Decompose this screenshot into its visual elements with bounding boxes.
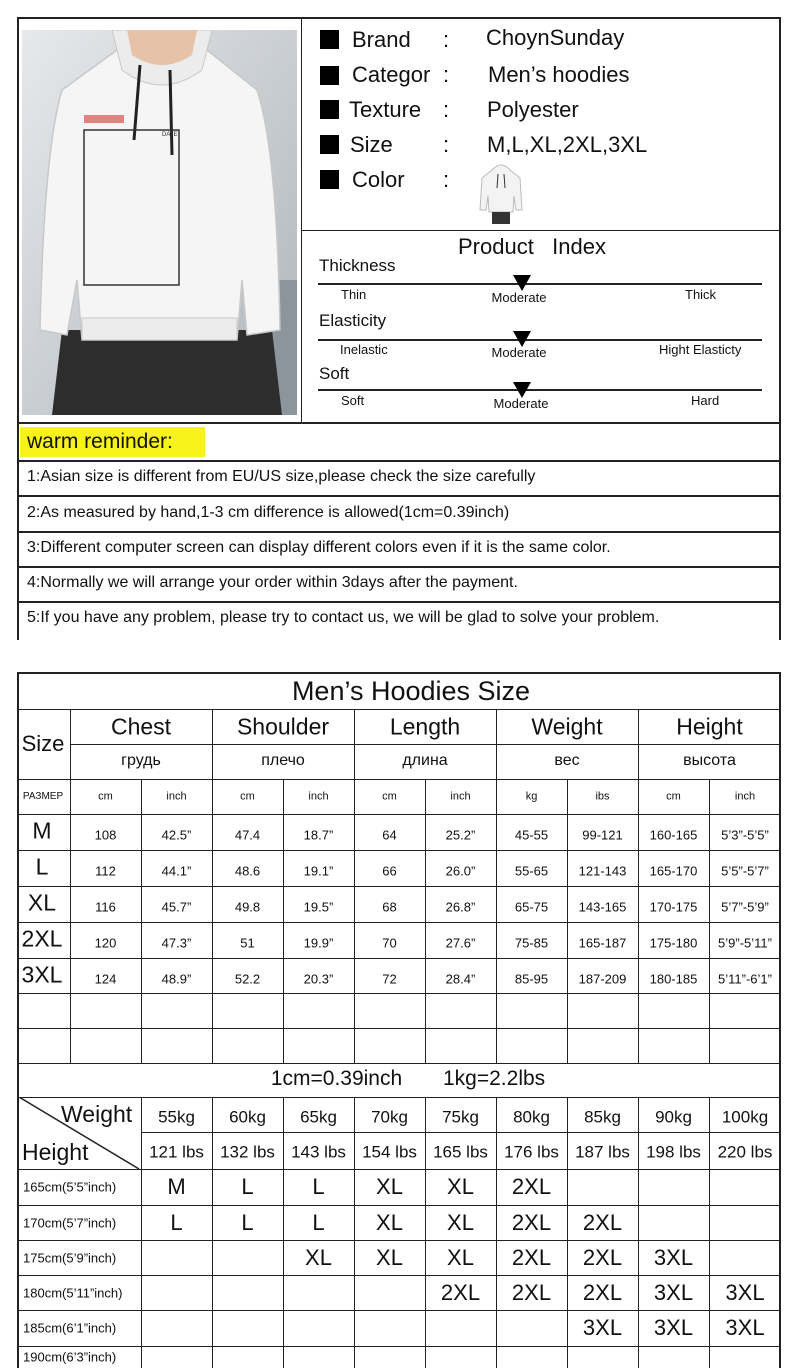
size-table-cell: 170-175 xyxy=(649,899,698,915)
unit-header: kg xyxy=(525,790,538,803)
recommended-size: L xyxy=(241,1209,254,1235)
size-table-cell: 124 xyxy=(94,971,117,987)
size-table-cell: 72 xyxy=(382,971,397,987)
reminder-line xyxy=(17,531,781,533)
unit-header: inch xyxy=(308,790,329,803)
spec-colon: : xyxy=(443,27,450,52)
size-table-cell: 19.9” xyxy=(303,935,334,951)
size-table-cell: 48.9” xyxy=(161,971,192,987)
size-table-cell: 187-209 xyxy=(578,971,627,987)
spec-key: Size xyxy=(350,132,393,157)
table-line xyxy=(70,744,781,745)
index-row-label: Elasticity xyxy=(319,311,387,330)
photo-print-text: DATE xyxy=(162,132,178,138)
weight-lbs-header: 132 lbs xyxy=(220,1142,275,1162)
height-axis-label: Height xyxy=(22,1139,89,1165)
recommended-size: XL xyxy=(447,1209,474,1235)
recommended-size: 2XL xyxy=(511,1244,552,1270)
recommended-size: 2XL xyxy=(582,1279,623,1305)
table-line xyxy=(17,779,781,780)
table-line xyxy=(17,886,781,887)
recommended-size: 3XL xyxy=(725,1315,765,1340)
recommended-size: 3XL xyxy=(725,1279,765,1305)
index-divider xyxy=(301,230,781,231)
weight-lbs-header: 198 lbs xyxy=(646,1142,701,1162)
group-header-ru: грудь xyxy=(121,752,161,769)
group-header: Chest xyxy=(110,713,172,740)
size-table-cell: 26.0” xyxy=(445,863,476,879)
slider-right-label: Hight Elasticty xyxy=(659,342,742,357)
bullet-square xyxy=(320,30,339,49)
size-table-cell: 112 xyxy=(95,863,116,879)
weight-lbs-header: 143 lbs xyxy=(291,1142,346,1162)
unit-header: ibs xyxy=(595,790,610,803)
table-line xyxy=(17,1028,781,1029)
size-table-cell: 120 xyxy=(94,935,117,951)
height-row-label: 175cm(5’9”inch) xyxy=(23,1250,117,1265)
table-line xyxy=(496,709,497,1063)
weight-kg-header: 75kg xyxy=(442,1107,479,1127)
size-table-cell: 28.4” xyxy=(445,971,476,987)
slider-track xyxy=(318,389,762,391)
size-table-cell: 5’9”-5’11” xyxy=(718,935,772,951)
size-table-title: Men’s Hoodies Size xyxy=(291,676,531,706)
weight-lbs-header: 176 lbs xyxy=(504,1142,559,1162)
size-table-cell: 68 xyxy=(382,899,397,915)
height-row-label: 165cm(5’5”inch) xyxy=(23,1179,117,1195)
size-table-cell: 26.8” xyxy=(445,899,476,915)
size-table-cell: 143-165 xyxy=(578,899,627,915)
recommended-size: 3XL xyxy=(653,1244,694,1270)
unit-header: cm xyxy=(666,790,681,803)
table-line xyxy=(638,709,639,1063)
weight-lbs-header: 220 lbs xyxy=(717,1142,773,1162)
size-column-header: Size xyxy=(21,731,65,756)
size-table-cell: 85-95 xyxy=(514,971,549,987)
reminder-item: 5:If you have any problem, please try to contact us, we will be glad to solve your problem. xyxy=(27,609,660,626)
weight-axis-label: Weight xyxy=(61,1101,133,1127)
spec-colon: : xyxy=(443,62,450,87)
size-table-cell: 45-55 xyxy=(514,827,549,843)
size-table-cell: 27.6” xyxy=(445,935,476,951)
spec-value: M,L,XL,2XL,3XL xyxy=(487,132,648,157)
table-line xyxy=(17,922,781,923)
size-table-cell: 19.1” xyxy=(303,863,334,879)
bullet-square xyxy=(320,170,339,189)
size-row-label: 2XL xyxy=(21,925,63,952)
group-header: Length xyxy=(389,713,461,740)
spec-key: Brand xyxy=(352,27,411,52)
slider-right-label: Hard xyxy=(691,393,720,408)
size-table-cell: 165-187 xyxy=(578,935,627,951)
table-line xyxy=(283,779,284,1063)
table-line xyxy=(567,1097,568,1368)
recommended-size: 2XL xyxy=(511,1279,552,1305)
recommended-size: XL xyxy=(447,1174,474,1199)
hoodie-model-image xyxy=(22,30,297,415)
slider-left-label: Inelastic xyxy=(340,342,388,357)
table-line xyxy=(17,850,781,851)
size-table-cell: 165-170 xyxy=(649,863,698,879)
recommended-size: XL xyxy=(447,1244,474,1270)
color-swatch-image xyxy=(478,160,524,224)
card-divider xyxy=(301,17,302,424)
recommended-size: L xyxy=(170,1209,183,1235)
reminder-line xyxy=(17,601,781,603)
weight-kg-header: 60kg xyxy=(229,1107,266,1127)
table-line xyxy=(17,993,781,994)
index-title: Product Index xyxy=(458,234,606,259)
weight-lbs-header: 165 lbs xyxy=(433,1142,488,1162)
height-row-label: 190cm(6’3”inch) xyxy=(23,1349,117,1365)
weight-kg-header: 90kg xyxy=(655,1107,692,1127)
index-row-label: Soft xyxy=(319,364,350,383)
weight-kg-header: 55kg xyxy=(158,1107,195,1127)
size-table-cell: 99-121 xyxy=(582,827,623,843)
spec-colon: : xyxy=(443,97,450,122)
size-table-cell: 180-185 xyxy=(649,971,698,987)
height-row-label: 170cm(5’7”inch) xyxy=(23,1215,117,1230)
slider-track xyxy=(318,283,762,285)
reminder-item: 1:Asian size is different from EU/US size,please check the size carefully xyxy=(27,468,536,485)
index-row-label: Thickness xyxy=(319,256,396,275)
table-line xyxy=(283,1097,284,1368)
table-line xyxy=(496,1097,497,1368)
slider-track xyxy=(318,339,762,341)
table-line xyxy=(567,779,568,1063)
reminder-line xyxy=(17,495,781,497)
slider-marker xyxy=(513,275,531,291)
size-row-label: L xyxy=(35,853,49,880)
table-line xyxy=(425,1097,426,1368)
recommended-size: 3XL xyxy=(653,1315,694,1340)
slider-mid-label: Moderate xyxy=(491,345,547,360)
table-line xyxy=(17,1240,781,1241)
size-table-cell: 75-85 xyxy=(514,935,549,951)
height-row-label: 180cm(5’11”inch) xyxy=(23,1285,123,1300)
size-table-cell: 55-65 xyxy=(514,863,549,879)
unit-header: inch xyxy=(450,790,471,803)
size-table-cell: 5’5”-5’7” xyxy=(721,863,769,879)
size-table-cell: 160-165 xyxy=(649,827,698,843)
group-header: Shoulder xyxy=(236,713,330,740)
size-table-cell: 5’7”-5’9” xyxy=(721,899,769,915)
weight-kg-header: 80kg xyxy=(513,1107,550,1127)
size-table-cell: 5’11”-6’1” xyxy=(718,971,772,987)
table-line xyxy=(17,709,781,710)
size-table-cell: 5’3”-5’5” xyxy=(721,827,769,843)
unit-header: cm xyxy=(240,790,255,803)
spec-key: Texture xyxy=(349,97,422,122)
reminder-line xyxy=(17,460,781,462)
group-header: Height xyxy=(676,713,743,740)
slider-mid-label: Moderate xyxy=(491,290,547,305)
table-line xyxy=(17,1169,781,1170)
slider-left-label: Thin xyxy=(341,287,367,302)
recommended-size: L xyxy=(241,1174,254,1199)
slider-mid-label: Moderate xyxy=(493,396,549,411)
spec-key: Color xyxy=(352,167,405,192)
recommended-size: 2XL xyxy=(582,1209,623,1235)
unit-header: cm xyxy=(98,790,113,803)
weight-lbs-header: 187 lbs xyxy=(575,1142,630,1162)
recommended-size: M xyxy=(167,1174,186,1199)
unit-header: inch xyxy=(734,790,756,803)
reminder-line xyxy=(17,566,781,568)
table-line xyxy=(70,709,71,1063)
size-table-cell: 175-180 xyxy=(649,935,698,951)
spec-colon: : xyxy=(443,167,450,192)
weight-kg-header: 85kg xyxy=(584,1107,621,1127)
table-line xyxy=(212,1097,213,1368)
table-line xyxy=(17,814,781,815)
recommended-size: XL xyxy=(305,1244,332,1270)
size-column-header-ru: РАЗМЕР xyxy=(22,791,64,802)
slider-right-label: Thick xyxy=(685,287,717,302)
size-table-cell: 25.2” xyxy=(445,827,476,843)
reminder-item: 4:Normally we will arrange your order within 3days after the payment. xyxy=(27,574,518,591)
weight-kg-header: 100kg xyxy=(721,1107,769,1127)
spec-value: Men’s hoodies xyxy=(488,62,630,87)
size-table-cell: 45.7” xyxy=(161,899,192,915)
table-line xyxy=(141,1132,781,1133)
spec-colon: : xyxy=(443,132,450,157)
table-line xyxy=(709,779,710,1063)
size-table-cell: 66 xyxy=(382,863,397,879)
recommended-size: XL xyxy=(376,1174,403,1199)
spec-key: Categor xyxy=(352,62,431,87)
size-table-cell: 64 xyxy=(382,827,397,843)
size-table-cell: 47.4 xyxy=(234,827,261,843)
table-line xyxy=(212,709,213,1063)
size-table-cell: 48.6 xyxy=(234,863,261,879)
bullet-square xyxy=(320,66,339,85)
conversion-note: 1cm=0.39inch 1kg=2.2lbs xyxy=(270,1067,546,1090)
size-table-cell: 70 xyxy=(382,935,397,951)
group-header-ru: длина xyxy=(402,752,448,769)
size-table-cell: 19.5” xyxy=(303,899,334,915)
spec-value: Polyester xyxy=(487,97,579,122)
slider-left-label: Soft xyxy=(341,393,365,408)
recommended-size: XL xyxy=(376,1244,403,1270)
recommended-size: 2XL xyxy=(511,1174,552,1199)
group-header-ru: вес xyxy=(554,752,580,769)
size-table-cell: 47.3” xyxy=(161,935,192,951)
size-table-cell: 51 xyxy=(240,935,255,951)
recommended-size: XL xyxy=(376,1209,403,1235)
spec-value: ChoynSunday xyxy=(486,25,625,50)
reminder-item: 3:Different computer screen can display different colors even if it is the same color. xyxy=(27,539,611,556)
recommended-size: 2XL xyxy=(582,1244,623,1270)
table-line xyxy=(141,1097,142,1368)
group-header-ru: плечо xyxy=(261,752,305,769)
product-photo xyxy=(22,30,297,415)
bullet-square xyxy=(320,135,339,154)
size-table-cell: 65-75 xyxy=(514,899,549,915)
weight-kg-header: 65kg xyxy=(300,1107,337,1127)
table-line xyxy=(638,1097,639,1368)
recommended-size: L xyxy=(312,1174,325,1199)
table-line xyxy=(17,1063,781,1064)
recommended-size: 3XL xyxy=(582,1315,623,1340)
size-row-label: 3XL xyxy=(21,961,63,988)
size-row-label: M xyxy=(32,817,52,844)
table-line xyxy=(354,709,355,1063)
table-line xyxy=(141,779,142,1063)
bullet-square xyxy=(320,100,339,119)
size-table-cell: 18.7” xyxy=(303,827,334,843)
table-line xyxy=(17,1275,781,1276)
table-line xyxy=(709,1097,710,1368)
table-line xyxy=(17,1346,781,1347)
recommended-size: 2XL xyxy=(511,1209,552,1235)
table-line xyxy=(17,958,781,959)
recommended-size: 3XL xyxy=(653,1279,694,1305)
weight-kg-header: 70kg xyxy=(371,1107,408,1127)
size-table-cell: 52.2 xyxy=(234,971,261,987)
weight-lbs-header: 154 lbs xyxy=(362,1142,417,1162)
group-header: Weight xyxy=(531,713,603,740)
reminder-item: 2:As measured by hand,1-3 cm difference is allowed(1cm=0.39inch) xyxy=(27,504,510,521)
table-line xyxy=(17,1205,781,1206)
size-table-cell: 116 xyxy=(95,899,116,915)
size-row-label: XL xyxy=(27,889,57,916)
recommended-size: 2XL xyxy=(440,1279,481,1305)
table-line xyxy=(425,779,426,1063)
unit-header: cm xyxy=(382,790,397,803)
table-line xyxy=(17,1310,781,1311)
weight-lbs-header: 121 lbs xyxy=(149,1142,204,1162)
size-table-cell: 42.5” xyxy=(161,827,192,843)
size-table-cell: 108 xyxy=(94,827,117,843)
recommended-size: L xyxy=(312,1209,325,1235)
height-row-label: 185cm(6’1”inch) xyxy=(23,1320,117,1336)
table-line xyxy=(354,1097,355,1368)
size-table-cell: 121-143 xyxy=(578,863,627,879)
reminder-title: warm reminder: xyxy=(27,430,173,453)
size-table-cell: 49.8 xyxy=(234,899,261,915)
group-header-ru: высота xyxy=(683,752,736,769)
unit-header: inch xyxy=(166,790,187,803)
size-table-cell: 44.1” xyxy=(161,863,192,879)
size-table-cell: 20.3” xyxy=(303,971,334,987)
